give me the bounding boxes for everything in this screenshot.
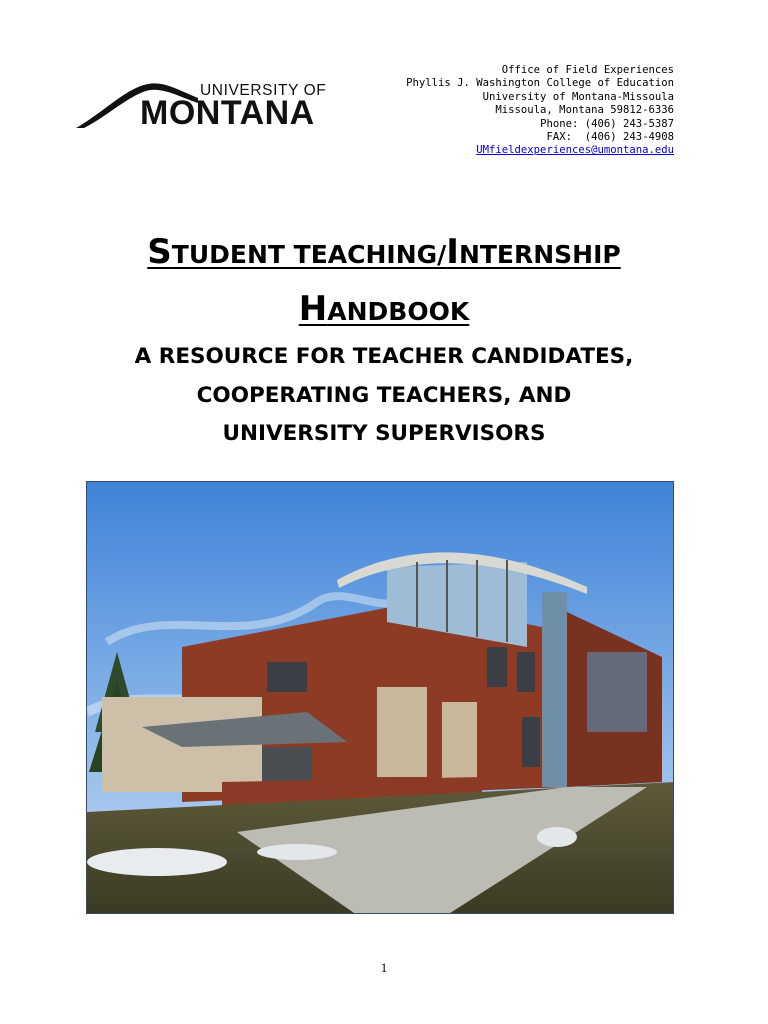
subtitle xyxy=(0,338,768,454)
subtitle-line2: COOPERATING TEACHERS, AND xyxy=(196,382,572,408)
title-cap-i: I xyxy=(446,232,459,272)
title-underline-1 xyxy=(147,232,621,272)
contact-block xyxy=(406,64,674,158)
university-logo xyxy=(74,76,336,132)
title-text-handbook: ANDBOOK xyxy=(327,297,470,326)
logo-university-of: UNIVERSITY OF xyxy=(200,82,327,99)
contact-email-link[interactable]: UMfieldexperiences@umontana.edu xyxy=(476,144,674,157)
contact-university: University of Montana-Missoula xyxy=(482,90,674,103)
contact-phone: Phone: (406) 243-5387 xyxy=(540,117,674,130)
contact-fax: FAX: (406) 243-4908 xyxy=(546,131,674,144)
building-photo xyxy=(86,481,674,914)
page-title-line2 xyxy=(0,289,768,329)
building-photo-illustration xyxy=(87,482,674,914)
title-underline-2 xyxy=(298,289,470,329)
subtitle-line3: UNIVERSITY SUPERVISORS xyxy=(222,421,546,446)
title-cap-h: H xyxy=(298,289,328,329)
subtitle-line1: A RESOURCE FOR TEACHER CANDIDATES, xyxy=(134,344,634,369)
page-title-line1 xyxy=(0,232,768,272)
contact-city: Missoula, Montana 59812-6336 xyxy=(495,104,674,117)
contact-college: Phyllis J. Washington College of Education xyxy=(406,77,674,90)
page-number: 1 xyxy=(380,960,388,975)
title-cap-s: S xyxy=(147,232,172,272)
logo-montana: MONTANA xyxy=(140,94,315,132)
title-text-internship: NTERNSHIP xyxy=(458,240,621,269)
title-text-student-teaching: TUDENT TEACHING/ xyxy=(171,240,447,269)
contact-office: Office of Field Experiences xyxy=(501,64,674,76)
